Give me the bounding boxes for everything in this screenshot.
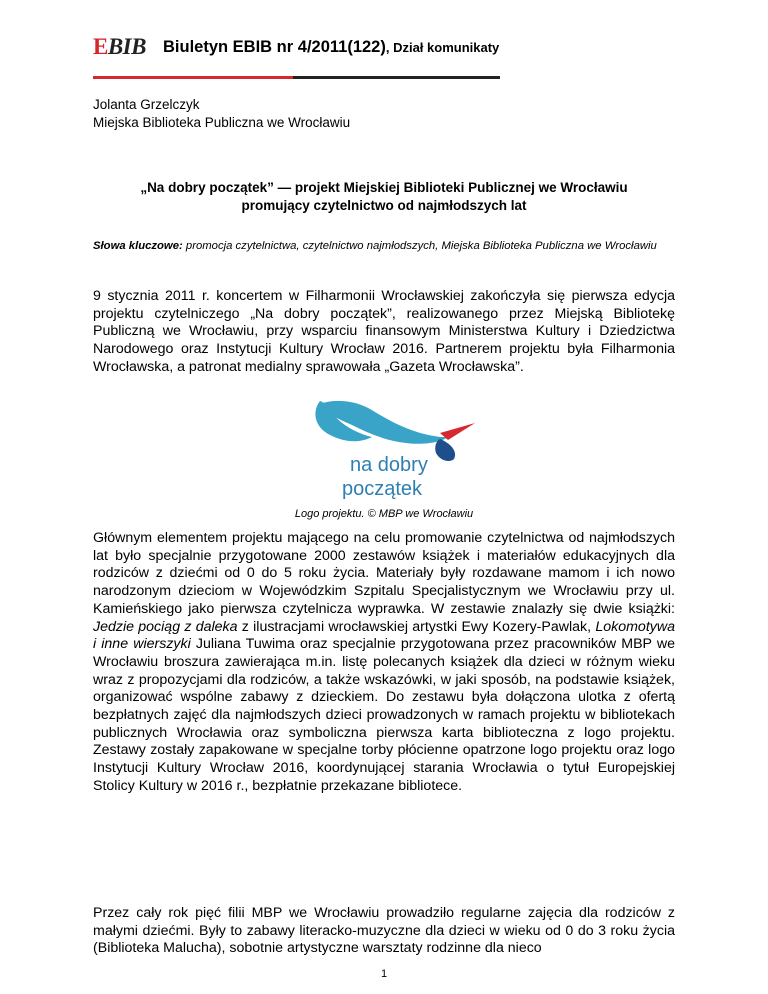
paragraph-1: 9 stycznia 2011 r. koncertem w Filharmonii Wrocławskiej zakończyła się pierwsza edycja projektu czytelniczego „Na dobry początek”, realizowanego przez Miejską Bibliotekę Publiczną we Wrocławiu, przy wsparciu finansowym Ministerstwa Kultury i Dziedzictwa Narodowego oraz Instytucji Kultury Wrocław 2016. Partnerem projektu była Filharmonia Wrocławska, a patronat medialny sprawowała „Gazeta Wrocławska”. [93,288,675,375]
department-label: , Dział komunikaty [385,40,500,55]
header-rule-red [93,76,293,79]
book-title-2: Lokomotywa i inne wierszyki [93,618,675,653]
paragraph-3: Przez cały rok pięć filii MBP we Wrocławiu prowadziło regularne zajęcia dla rodziców z małymi dziećmi. Były to zabawy literacko-muzyczne dla dzieci w wieku od 0 do 3 roku życia (Biblioteka Malucha), sobotnie artystyczne warsztaty rodzinne dla nieco [93,905,675,957]
header-rule-black [293,76,500,79]
page-number: 1 [380,968,388,980]
paragraph-2: Głównym elementem projektu mającego na celu promowanie czytelnictwa od najmłodszych lat było specjalnie przygotowane 2000 zestawów książek i materiałów edukacyjnych dla rodziców z dziećmi od 0 do 5 roku życia. Materiały były rozdawane mamom i ich nowo narodzonym dzieciom w Wojewódzkim Szpitalu Specjalistycznym we Wrocławiu przy ul. Kamieńskiego jako pierwsza czytelnicza wyprawka. W zestawie znalazły się dwie książki: Jedzie pociąg z daleka z ilustracjami wrocławskiej artystki Ewy Kozery-Pawlak, Lokomotywa i inne wierszyki Juliana Tuwima oraz specjalnie przygotowana przez pracowników MBP we Wrocławiu broszura zawierająca m.in. listę polecanych książek dla dzieci w różnym wieku wraz z propozycjami dla rodziców, a także wskazówki, w jaki sposób, na podstawie książek, organizować wspólne zabawy z dzieckiem. Do zestawu była dołączona ulotka z ofertą bezpłatnych zajęć dla najmłodszych dzieci prowadzonych w ramach projektu w bibliotekach publicznych Wrocławia oraz symboliczna pierwsza karta biblioteczna z logo projektu. Zestawy zostały zapakowane w specjalne torby płócienne opatrzone logo projektu oraz logo Instytucji Kultury Wrocław 2016, koordynującej starania Wrocławia o tytuł Europejskiej Stolicy Kultury w 2016 r., bezpłatnie przekazane bibliotece. [93,530,675,794]
ebib-logo: EBIB [93,34,146,59]
author-affiliation: Miejska Biblioteka Publiczna we Wrocławiu [93,115,351,130]
keywords-label: Słowa kluczowe: [93,240,183,252]
keywords-text: promocja czytelnictwa, czytelnictwo najmłodszych, Miejska Biblioteka Publiczna we Wrocławiu [182,240,657,252]
author-name: Jolanta Grzelczyk [93,97,200,112]
keywords [93,238,675,254]
logo-text-line1: na dobry [350,454,428,476]
article-title: „Na dobry początek” — projekt Miejskiej Biblioteki Publicznej we Wrocławiu promujący czytelnictwo od najmłodszych lat [140,180,628,213]
page-header [93,34,693,84]
project-logo-figure [290,393,480,503]
author-block [93,96,350,132]
book-title-1: Jedzie pociąg z daleka [93,618,238,635]
logo-text-line2: początek [342,478,423,500]
figure-caption: Logo projektu. © MBP we Wrocławiu [294,508,474,520]
bulletin-title: Biuletyn EBIB nr 4/2011(122), Dział komunikaty [163,38,500,56]
stork-logo-icon [290,393,480,503]
